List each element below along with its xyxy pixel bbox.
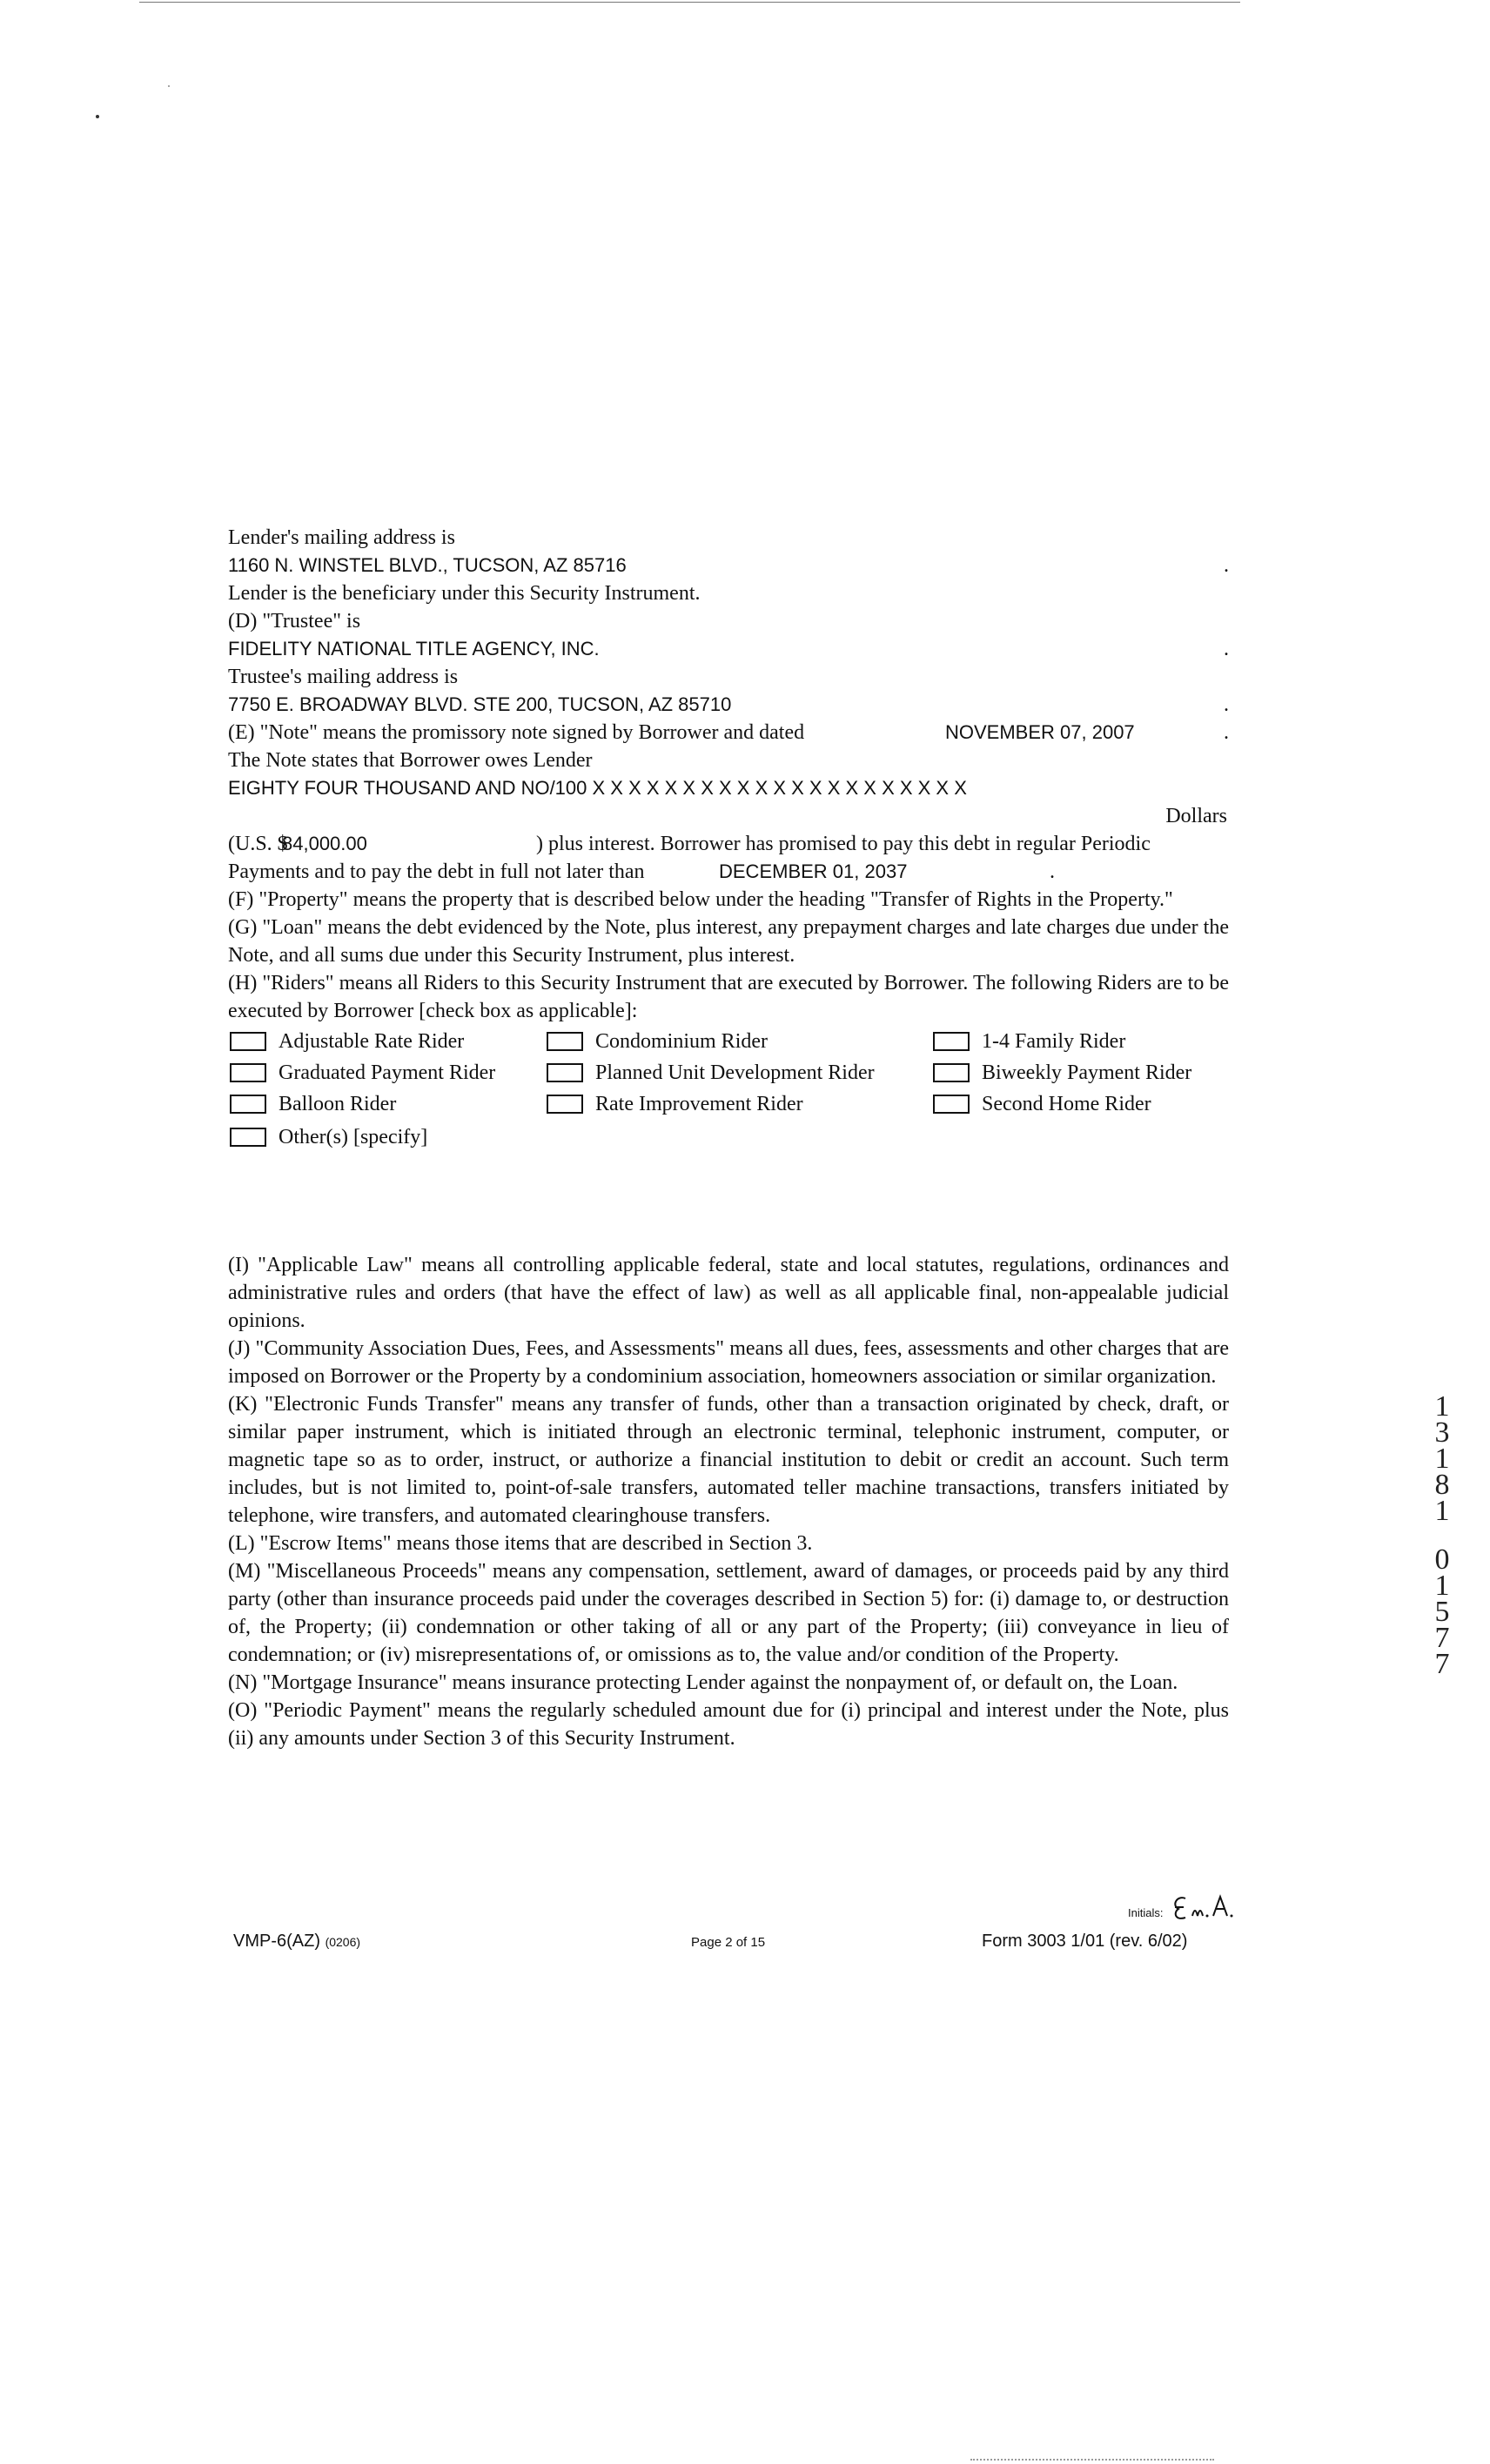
margin-digit: 7 [1434, 1648, 1450, 1680]
rider-label: Second Home Rider [982, 1093, 1151, 1115]
rider-1-4-family[interactable] [933, 1027, 1125, 1056]
page-number: Page 2 of 15 [691, 1935, 766, 1950]
periodic-payment-definition: (O) "Periodic Payment" means the regularly scheduled amount due for (i) principal and interest under the Note, plus (ii) any amounts under Section 3 of this Security Instrument. [228, 1699, 1229, 1750]
fill-dot: . [1224, 638, 1229, 660]
rider-others[interactable] [230, 1122, 427, 1152]
scan-edge-bottom [970, 2459, 1214, 2461]
trustee-mailing-address: 7750 E. BROADWAY BLVD. STE 200, TUCSON, AZ 85710 [228, 693, 732, 715]
payments-text: Payments and to pay the debt in full not later than [228, 860, 645, 883]
escrow-items-definition: (L) "Escrow Items" means those items that are described in Section 3. [228, 1532, 813, 1555]
applicable-law-definition: (I) "Applicable Law" means all controlling applicable federal, state and local statutes, regulations, ordinances and administrative rules and orders (that have the effect of law) as well as all applicable final, non-appealable judicial opinions. [228, 1254, 1229, 1332]
beneficiary-statement: Lender is the beneficiary under this Security Instrument. [228, 582, 701, 605]
rider-label: Biweekly Payment Rider [982, 1061, 1192, 1084]
riders-definition: (H) "Riders" means all Riders to this Security Instrument that are executed by Borrower. The following Riders are to be executed by Borrower [check box as applicable]: [228, 972, 1229, 1022]
rider-biweekly-payment[interactable] [933, 1058, 1191, 1088]
maturity-date: DECEMBER 01, 2037 [719, 860, 908, 882]
property-definition: (F) "Property" means the property that is described below under the heading "Transfer of Rights in the Property." [228, 888, 1173, 911]
rider-label: Balloon Rider [279, 1093, 397, 1115]
margin-stamp-number [1427, 1390, 1457, 1680]
rider-condominium[interactable] [547, 1027, 768, 1056]
form-number: Form 3003 1/01 (rev. 6/02) [982, 1932, 1188, 1951]
mortgage-insurance-definition: (N) "Mortgage Insurance" means insurance protecting Lender against the nonpayment of, or default on, the Loan. [228, 1671, 1178, 1694]
rider-checkbox[interactable] [230, 1128, 266, 1147]
margin-digit: 8 [1434, 1469, 1450, 1501]
loan-definition: (G) "Loan" means the debt evidenced by the Note, plus interest, any prepayment charges and late charges due under the Note, and all sums due under this Security Instrument, plus interest. [228, 916, 1229, 967]
rider-label: Condominium Rider [595, 1030, 768, 1053]
margin-digit: 3 [1434, 1416, 1450, 1449]
rider-checkbox[interactable] [933, 1063, 970, 1082]
payments-row [228, 858, 1229, 886]
lender-address-row [228, 552, 1229, 579]
rider-label: Rate Improvement Rider [595, 1093, 803, 1115]
rider-graduated-payment[interactable] [230, 1058, 495, 1088]
margin-digit: 1 [1434, 1390, 1450, 1423]
usd-amount: 84,000.00 [282, 833, 367, 854]
usd-suffix: ) plus interest. Borrower has promised to pay this debt in regular Periodic [536, 833, 1151, 855]
margin-digit: 0 [1434, 1543, 1450, 1576]
rider-second-home[interactable] [933, 1089, 1151, 1119]
note-definition-row [228, 719, 1229, 747]
note-amount-words: EIGHTY FOUR THOUSAND AND NO/100 X X X X X X X X X X X X X X X X X X X X X [228, 777, 967, 799]
margin-digit: 5 [1434, 1596, 1450, 1628]
margin-digit: 1 [1434, 1443, 1450, 1475]
fill-dot: . [1224, 554, 1229, 577]
margin-digit: 1 [1434, 1570, 1450, 1602]
fill-dot: . [1224, 693, 1229, 716]
community-dues-definition: (J) "Community Association Dues, Fees, and Assessments" means all dues, fees, assessments and other charges that are imposed on Borrower or the Property by a condominium association, homeowners association or similar organization. [228, 1337, 1229, 1388]
initials-label: Initials: [1128, 1906, 1164, 1919]
initials-block [1128, 1886, 1253, 1923]
trustee-name-row [228, 635, 1229, 663]
rider-label: Planned Unit Development Rider [595, 1061, 875, 1084]
misc-proceeds-definition: (M) "Miscellaneous Proceeds" means any compensation, settlement, award of damages, or proceeds paid by any third party (other than insurance proceeds paid under the coverages described in Section 5) for: (i) damage to, or destruction of, the Property; (ii) condemnation or other taking of all or any part of the Property; (iii) conveyance in lieu of condemnation; or (iv) misrepresentations of, or omissions as to, the value and/or condition of the Property. [228, 1560, 1229, 1666]
eft-definition: (K) "Electronic Funds Transfer" means any transfer of funds, other than a transaction originated by check, draft, or similar paper instrument, which is initiated through an electronic terminal, telephonic instrument, computer, or magnetic tape so as to order, instruct, or authorize a financial institution to debit or credit an account. Such term includes, but is not limited to, point-of-sale transfers, automated teller machine transactions, transfers initiated by telephone, wire transfers, and automated clearinghouse transfers. [228, 1393, 1229, 1527]
scan-edge-top [139, 2, 1240, 3]
form-code-suffix: (0206) [325, 1935, 361, 1949]
rider-label: Graduated Payment Rider [279, 1061, 496, 1084]
rider-adjustable-rate[interactable] [230, 1027, 464, 1056]
rider-checkbox[interactable] [933, 1032, 970, 1051]
margin-digit: 7 [1434, 1622, 1450, 1654]
rider-checkbox[interactable] [933, 1095, 970, 1114]
rider-label: Other(s) [specify] [279, 1126, 428, 1148]
rider-balloon[interactable] [230, 1089, 396, 1119]
rider-checkbox[interactable] [230, 1032, 266, 1051]
rider-rate-improvement[interactable] [547, 1089, 803, 1119]
definitions-section [228, 1251, 1229, 1752]
rider-label: Adjustable Rate Rider [279, 1030, 465, 1053]
rider-checkbox[interactable] [547, 1095, 583, 1114]
rider-checkbox[interactable] [547, 1063, 583, 1082]
trustee-name: FIDELITY NATIONAL TITLE AGENCY, INC. [228, 638, 600, 660]
trustee-address-row [228, 691, 1229, 719]
rider-checkbox[interactable] [230, 1063, 266, 1082]
rider-planned-unit-development[interactable] [547, 1058, 875, 1088]
fill-dot: . [1050, 860, 1055, 883]
lender-mailing-label: Lender's mailing address is [228, 526, 455, 549]
scan-speck [168, 85, 170, 87]
trustee-heading: (D) "Trustee" is [228, 610, 361, 633]
margin-digit: 1 [1434, 1495, 1450, 1527]
scan-speck [96, 115, 99, 118]
note-definition: (E) "Note" means the promissory note signed by Borrower and dated [228, 721, 805, 744]
riders-checklist [228, 1027, 1229, 1157]
note-owes-statement: The Note states that Borrower owes Lender [228, 749, 593, 772]
lender-mailing-address: 1160 N. WINSTEL BLVD., TUCSON, AZ 85716 [228, 554, 627, 576]
rider-label: 1-4 Family Rider [982, 1030, 1126, 1053]
form-code [233, 1932, 360, 1952]
form-code-label: VMP-6(AZ) [233, 1932, 320, 1951]
rider-checkbox[interactable] [230, 1095, 266, 1114]
note-date: NOVEMBER 07, 2007 [945, 721, 1135, 743]
rider-checkbox[interactable] [547, 1032, 583, 1051]
initials-signature [1166, 1886, 1253, 1923]
trustee-mailing-label: Trustee's mailing address is [228, 666, 459, 688]
lender-trustee-section [228, 524, 1229, 1157]
dollars-label: Dollars [1165, 805, 1227, 827]
fill-dot: . [1224, 721, 1229, 744]
usd-amount-row [228, 830, 1229, 858]
usd-prefix: (U.S. $ [228, 833, 288, 855]
